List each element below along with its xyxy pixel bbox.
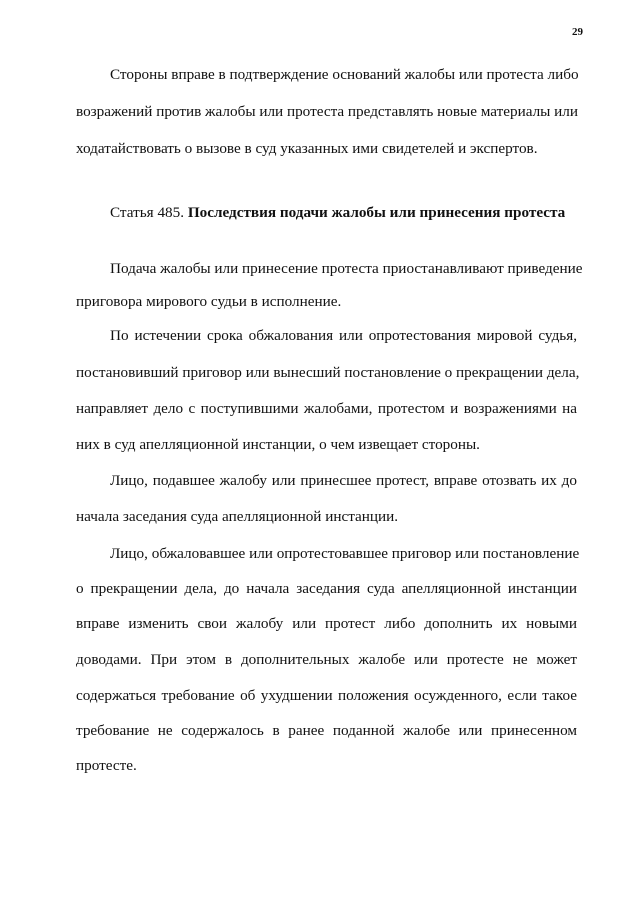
text-line: Стороны вправе в подтверждение оснований жалобы или протеста либо: [110, 66, 579, 83]
text-line: требование не содержалось в ранее поданной жалобе или принесенном: [76, 722, 577, 739]
text-line: По истечении срока обжалования или опротестования мировой судья,: [110, 327, 577, 344]
text-line: ходатайствовать о вызове в суд указанных ими свидетелей и экспертов.: [76, 140, 538, 157]
text-line: направляет дело с поступившими жалобами, протестом и возражениями на: [76, 400, 577, 417]
text-line: них в суд апелляционной инстанции, о чем извещает стороны.: [76, 436, 480, 453]
text-line: возражений против жалобы или протеста представлять новые материалы или: [76, 103, 578, 120]
text-line: Лицо, подавшее жалобу или принесшее протест, вправе отозвать их до: [110, 472, 577, 489]
page-number: 29: [572, 26, 583, 38]
text-line: Лицо, обжаловавшее или опротестовавшее приговор или постановление: [110, 545, 580, 562]
text-line: о прекращении дела, до начала заседания суда апелляционной инстанции: [76, 580, 577, 597]
text-line: доводами. При этом в дополнительных жалобе или протесте не может: [76, 651, 577, 668]
text-line: постановивший приговор или вынесший постановление о прекращении дела,: [76, 364, 580, 381]
article-label: Статья 485.: [110, 204, 185, 221]
text-line: начала заседания суда апелляционной инстанции.: [76, 508, 399, 525]
text-line: приговора мирового судьи в исполнение.: [76, 293, 342, 310]
text-line: содержаться требование об ухудшении положения осужденного, если такое: [76, 687, 577, 704]
text-line: вправе изменить свои жалобу или протест либо дополнить их новыми: [76, 615, 577, 632]
text-line: Подача жалобы или принесение протеста приостанавливают приведение: [110, 260, 583, 277]
article-heading: [110, 204, 577, 222]
text-line: протесте.: [76, 757, 137, 774]
article-title: Последствия подачи жалобы или принесения протеста: [187, 204, 566, 221]
